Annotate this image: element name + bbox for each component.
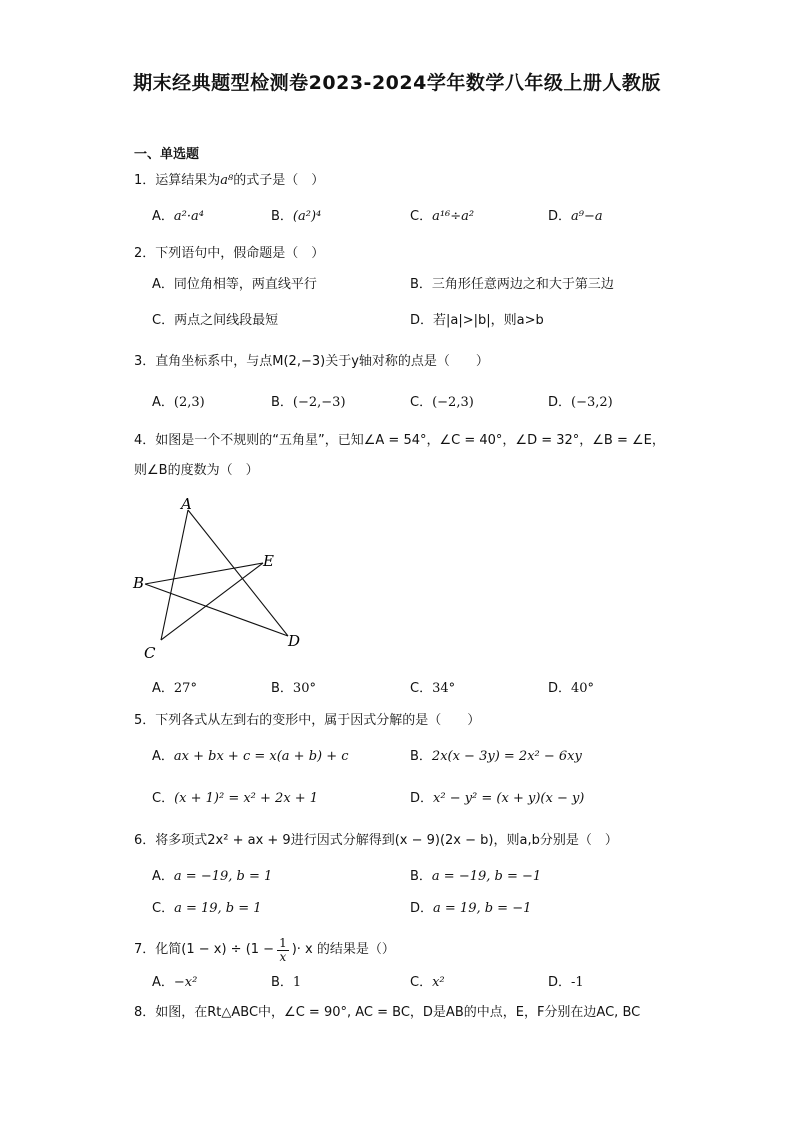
- question-5-option-a[interactable]: [152, 748, 349, 766]
- question-7-option-a[interactable]: [152, 974, 197, 992]
- option-text: a = 19, b = 1: [174, 901, 262, 916]
- option-text: 三角形任意两边之和大于第三边: [431, 277, 614, 292]
- question-1-stem: [134, 172, 324, 190]
- question-3-stem: 3．直角坐标系中，与点M(2,−3)关于y轴对称的点是（ ）: [134, 354, 489, 369]
- vertex-label-b: B: [133, 574, 145, 592]
- question-2-option-c[interactable]: [152, 312, 278, 330]
- option-label: A．: [152, 209, 174, 224]
- option-label: C．: [410, 975, 433, 990]
- option-label: C．: [410, 395, 433, 410]
- option-text: a = −19, b = −1: [431, 869, 542, 884]
- option-text: (−3,2): [571, 395, 613, 410]
- option-label: D．: [410, 901, 434, 916]
- question-4-option-d[interactable]: [548, 680, 594, 698]
- question-7-stem: [134, 936, 395, 964]
- question-1-option-a[interactable]: [152, 208, 204, 226]
- segment-b-d: [145, 584, 288, 636]
- segment-a-d: [188, 510, 288, 636]
- question-5-option-d[interactable]: [410, 790, 584, 808]
- question-1-option-c[interactable]: [410, 208, 474, 226]
- question-2-stem: 2．下列语句中，假命题是（ ）: [134, 246, 325, 261]
- option-text: a = −19, b = 1: [173, 869, 273, 884]
- question-6-option-b[interactable]: [410, 868, 541, 886]
- option-label: C．: [152, 313, 175, 328]
- option-text: ax + bx + c = x(a + b) + c: [173, 749, 349, 764]
- question-4-option-c[interactable]: [410, 680, 455, 698]
- option-text: -1: [571, 975, 584, 990]
- option-label: B．: [271, 975, 293, 990]
- option-label: B．: [410, 869, 432, 884]
- option-label: C．: [152, 901, 175, 916]
- option-label: D．: [410, 791, 434, 806]
- option-label: B．: [271, 395, 293, 410]
- option-text: 2x(x − 3y) = 2x² − 6xy: [431, 749, 582, 764]
- question-4-option-b[interactable]: [271, 680, 316, 698]
- option-label: D．: [548, 681, 572, 696]
- question-5-option-b[interactable]: [410, 748, 582, 766]
- option-label: B．: [410, 749, 432, 764]
- question-3-option-d[interactable]: [548, 394, 613, 412]
- question-4-stem-line-2: 则∠B的度数为（ ）: [134, 463, 259, 478]
- question-6-option-d[interactable]: [410, 900, 531, 918]
- option-text: (x + 1)² = x² + 2x + 1: [174, 791, 319, 806]
- question-1-stem-suffix: 的式子是（ ）: [233, 173, 325, 188]
- question-2-option-d[interactable]: [410, 312, 544, 330]
- option-text: −x²: [173, 975, 198, 990]
- question-1-option-d[interactable]: [548, 208, 603, 226]
- question-4-stem-line-1: 4．如图是一个不规则的“五角星”，已知∠A = 54°，∠C = 40°，∠D = 32°，∠B = ∠E，: [134, 433, 665, 448]
- option-text: 1: [292, 975, 302, 990]
- question-6-option-c[interactable]: [152, 900, 262, 918]
- option-label: A．: [152, 277, 174, 292]
- question-7-stem-suffix: )· x 的结果是（）: [291, 942, 395, 957]
- option-text: a¹⁶÷a²: [432, 209, 475, 224]
- question-3-option-b[interactable]: [271, 394, 346, 412]
- question-3-option-a[interactable]: [152, 394, 205, 412]
- option-label: D．: [548, 395, 572, 410]
- option-label: B．: [271, 681, 293, 696]
- option-label: D．: [548, 209, 572, 224]
- question-4-option-a[interactable]: [152, 680, 197, 698]
- question-7-fraction: [277, 937, 289, 964]
- option-label: A．: [152, 975, 174, 990]
- option-text: x² − y² = (x + y)(x − y): [433, 791, 585, 806]
- vertex-label-c: C: [144, 644, 156, 662]
- option-text: a⁹−a: [571, 209, 603, 224]
- question-2-option-b[interactable]: [410, 276, 614, 294]
- question-7-option-b[interactable]: [271, 974, 301, 992]
- question-5-stem: 5．下列各式从左到右的变形中，属于因式分解的是（ ）: [134, 713, 481, 728]
- question-7-option-d[interactable]: [548, 974, 584, 992]
- question-5-option-c[interactable]: [152, 790, 318, 808]
- question-6-option-a[interactable]: [152, 868, 272, 886]
- option-label: A．: [152, 869, 174, 884]
- option-label: A．: [152, 749, 174, 764]
- option-text: 同位角相等，两直线平行: [173, 277, 317, 292]
- option-text: 30°: [292, 681, 316, 696]
- question-2-option-a[interactable]: [152, 276, 317, 294]
- fraction-denominator: x: [279, 949, 287, 964]
- section-heading: 一、单选题: [134, 147, 200, 162]
- fraction-numerator: 1: [279, 935, 287, 950]
- option-label: C．: [152, 791, 175, 806]
- segment-a-c: [161, 510, 188, 640]
- option-label: A．: [152, 395, 174, 410]
- option-text: 27°: [173, 681, 197, 696]
- option-text: 34°: [432, 681, 456, 696]
- segment-c-e: [161, 563, 263, 640]
- option-label: C．: [410, 209, 433, 224]
- question-1-stem-prefix: 1．运算结果为: [134, 173, 221, 188]
- question-3-option-c[interactable]: [410, 394, 474, 412]
- segment-b-e: [145, 563, 263, 584]
- question-7-stem-prefix: 7．化简(1 − x) ÷ (1 −: [134, 942, 275, 957]
- page-title: 期末经典题型检测卷2023-2024学年数学八年级上册人教版: [133, 72, 661, 94]
- option-label: A．: [152, 681, 174, 696]
- question-7-option-c[interactable]: [410, 974, 445, 992]
- option-text: a²·a⁴: [173, 209, 204, 224]
- option-label: C．: [410, 681, 433, 696]
- vertex-label-d: D: [288, 632, 301, 650]
- option-label: B．: [410, 277, 432, 292]
- option-text: (2,3): [173, 395, 205, 410]
- option-label: B．: [271, 209, 293, 224]
- vertex-label-e: E: [263, 552, 274, 570]
- option-text: a = 19, b = −1: [433, 901, 532, 916]
- question-6-stem: 6．将多项式2x² + ax + 9进行因式分解得到(x − 9)(2x − b)，则a,b分别是（ ）: [134, 833, 618, 848]
- question-8-stem: 8．如图，在Rt△ABC中，∠C = 90°, AC = BC，D是AB的中点，E，F分别在边AC, BC: [134, 1005, 641, 1020]
- option-label: D．: [548, 975, 572, 990]
- vertex-label-a: A: [181, 495, 192, 513]
- option-text: (−2,−3): [292, 395, 346, 410]
- option-text: 若|a|>|b|，则a>b: [433, 313, 544, 328]
- option-label: D．: [410, 313, 434, 328]
- option-text: 两点之间线段最短: [174, 313, 279, 328]
- option-text: (a²)⁴: [292, 209, 322, 224]
- question-1-stem-math: a⁸: [220, 173, 234, 188]
- star-figure: [128, 494, 318, 666]
- option-text: x²: [432, 975, 445, 990]
- question-1-option-b[interactable]: [271, 208, 321, 226]
- option-text: 40°: [571, 681, 595, 696]
- option-text: (−2,3): [432, 395, 474, 410]
